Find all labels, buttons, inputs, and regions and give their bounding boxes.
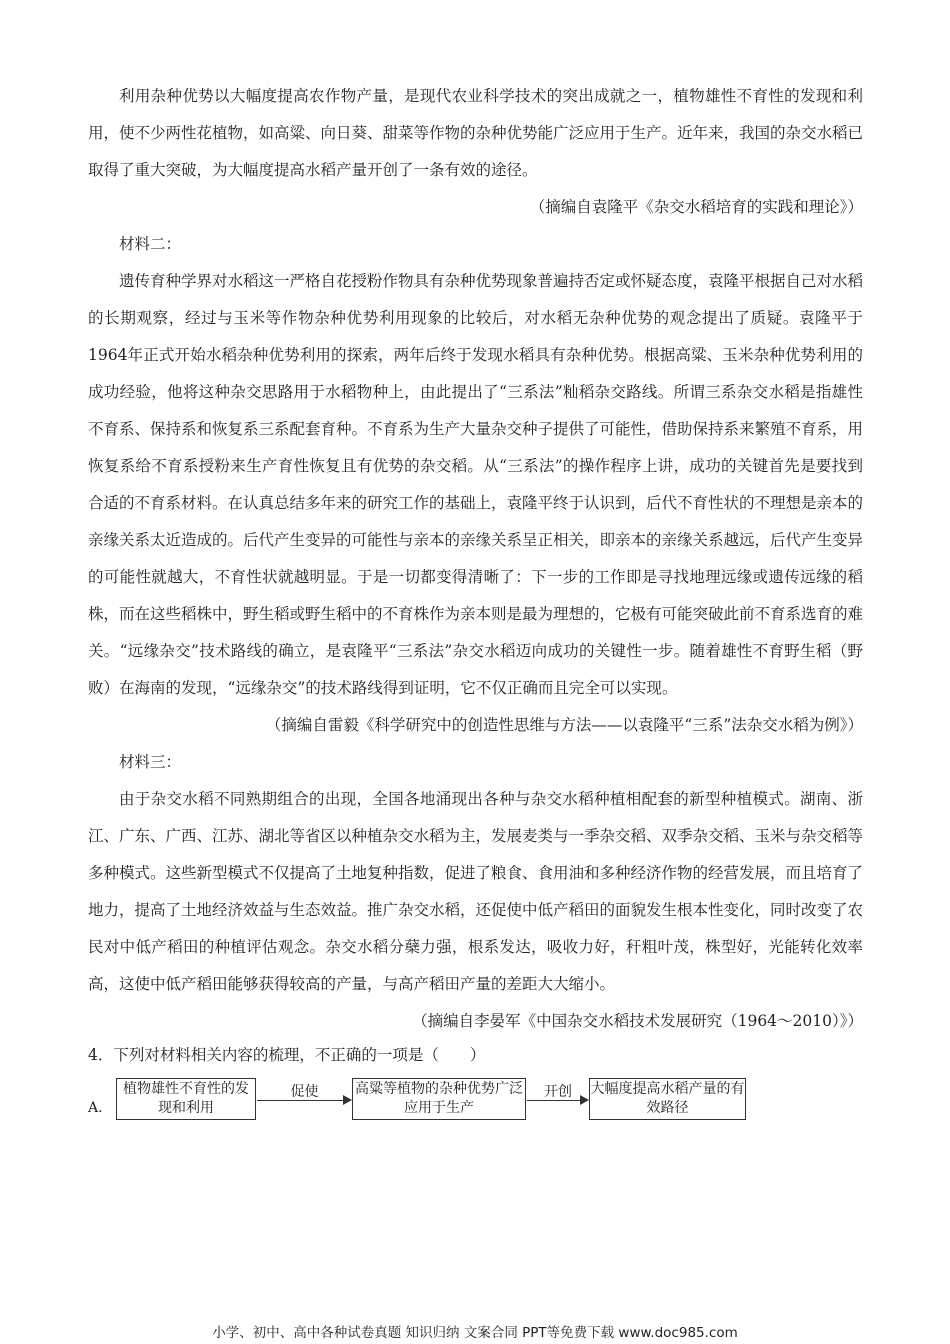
flow-arrow-1-label: 促使 (290, 1084, 319, 1100)
arrow-line-icon (527, 1100, 581, 1101)
flow-box-1: 植物雄性不育性的发现和利用 (116, 1078, 256, 1120)
material2-source: （摘编自雷毅《科学研究中的创造性思维与方法——以袁隆平“三系”法杂交水稻为例》） (265, 716, 863, 734)
material1-paragraph: 利用杂种优势以大幅度提高农作物产量，是现代农业科学技术的突出成就之一，植物雄性不育性的发现和利用，使不少两性花植物，如高粱、向日葵、甜菜等作物的杂种优势能广泛应用于生产。近年来，我国的杂交水稻已取得了重大突破，为大幅度提高水稻产量开创了一条有效的途径。 (88, 87, 864, 179)
material2-paragraph: 遗传育种学界对水稻这一严格自花授粉作物具有杂种优势现象普遍持否定或怀疑态度，袁隆平根据自己对水稻的长期观察，经过与玉米等作物杂种优势利用现象的比较后，对水稻无杂种优势的观念提出了质疑。袁隆平于1964年正式开始水稻杂种优势利用的探索，两年后终于发现水稻具有杂种优势。根据高粱、玉米杂种优势利用的成功经验，他将这种杂交思路用于水稻物种上，由此提出了“三系法”籼稻杂交路线。所谓三系杂交水稻是指雄性不育系、保持系和恢复系三系配套育种。不育系为生产大量杂交种子提供了可能性，借助保持系来繁殖不育系，用恢复系给不育系授粉来生产育性恢复且有优势的杂交稻。从“三系法”的操作程序上讲，成功的关键首先是要找到合适的不育系材料。在认真总结多年来的研究工作的基础上，袁隆平终于认识到，后代不育性状的不理想是亲本的亲缘关系太近造成的。后代产生变异的可能性与亲本的亲缘关系呈正相关，即亲本的亲缘关系越远，后代产生变异的可能性就越大，不育性状就越明显。于是一切都变得清晰了：下一步的工作即是寻找地理远缘或遗传远缘的稻株，而在这些稻株中，野生稻或野生稻中的不育株作为亲本则是最为理想的，它极有可能突破此前不育系选育的难关。“远缘杂交”技术路线的确立，是袁隆平“三系法”杂交水稻迈向成功的关键性一步。随着雄性不育野生稻（野败）在海南的发现，“远缘杂交”的技术路线得到证明，它不仅正确而且完全可以实现。 (88, 272, 864, 697)
flow-box-2: 高粱等植物的杂种优势广泛应用于生产 (352, 1078, 526, 1120)
arrow-line-icon (257, 1100, 344, 1101)
flow-arrow-2 (527, 1084, 589, 1114)
flow-arrow-1 (257, 1084, 352, 1114)
material3-paragraph: 由于杂交水稻不同熟期组合的出现，全国各地涌现出各种与杂交水稻种植相配套的新型种植模式。湖南、浙江、广东、广西、江苏、湖北等省区以种植杂交水稻为主，发展麦类与一季杂交稻、双季杂交稻、玉米与杂交稻等多种模式。这些新型模式不仅提高了土地复种指数，促进了粮食、食用油和多种经济作物的经营发展，而且培育了地力，提高了土地经济效益与生态效益。推广杂交水稻，还促使中低产稻田的面貌发生根本性变化，同时改变了农民对中低产稻田的种植评估观念。杂交水稻分蘖力强，根系发达，吸收力好，秆粗叶茂，株型好，光能转化效率高，这使中低产稻田能够获得较高的产量，与高产稻田产量的差距大大缩小。 (88, 790, 864, 993)
material1-source: （摘编自袁隆平《杂交水稻培育的实践和理论》） (529, 198, 863, 216)
material3-heading: 材料三： (119, 753, 182, 771)
arrow-head-icon (580, 1095, 589, 1105)
material2-heading: 材料二： (119, 235, 182, 253)
material3-source: （摘编自李晏军《中国杂交水稻技术发展研究（1964～2010）》） (412, 1012, 863, 1030)
flow-box-3: 大幅度提高水稻产量的有效路径 (589, 1078, 746, 1120)
document-body (88, 78, 863, 1134)
question-stem: 4．下列对材料相关内容的梳理，不正确的一项是（ ） (88, 1046, 486, 1064)
arrow-head-icon (343, 1095, 352, 1105)
flow-arrow-2-label: 开创 (544, 1084, 572, 1100)
option-a-flowchart (88, 1074, 863, 1134)
page-footer: 小学、初中、高中各种试卷真题 知识归纳 文案合同 PPT等免费下载 www.doc985.com (212, 1325, 738, 1341)
option-a-label: A. (88, 1100, 103, 1116)
